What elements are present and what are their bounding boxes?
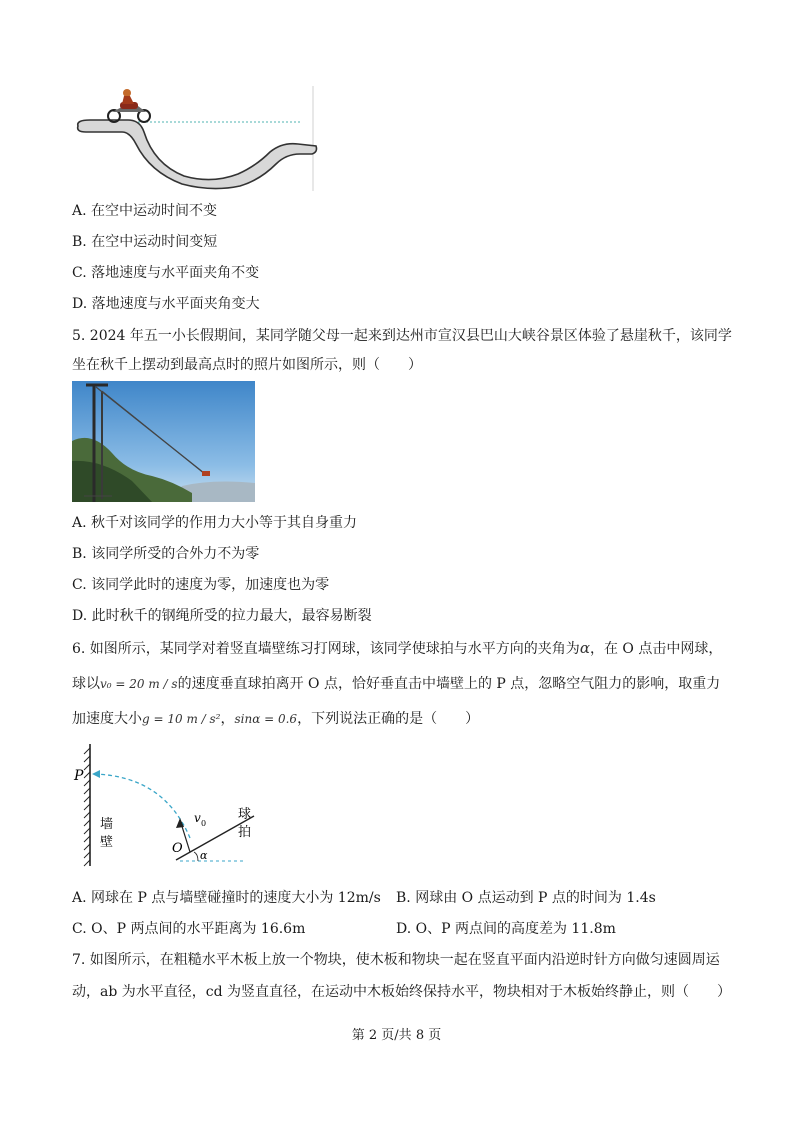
q4-option-a[interactable]: A. 在空中运动时间不变 <box>72 203 218 219</box>
motorcycle-track-figure <box>72 86 322 191</box>
label-wall-2: 壁 <box>100 835 114 850</box>
label-v: v <box>194 811 201 825</box>
q5-option-d[interactable]: D. 此时秋千的钢绳所受的拉力最大，最容易断裂 <box>72 608 372 624</box>
q5-stem-line2: 坐在秋千上摆动到最高点时的照片如图所示，则（ ） <box>72 357 422 373</box>
swing-photo <box>72 381 255 502</box>
q6-stem-line1: 6. 如图所示，某同学对着竖直墙壁练习打网球，该同学使球拍与水平方向的夹角为α，在 O 点击中网球， <box>72 639 723 657</box>
label-wall-1: 墙 <box>100 817 114 832</box>
v0-expression: v₀ = 20 m / s <box>100 677 178 691</box>
q4-option-c[interactable]: C. 落地速度与水平面夹角不变 <box>72 265 260 281</box>
page-number-footer: 第 2 页/共 8 页 <box>351 1028 442 1043</box>
q4-option-b[interactable]: B. 在空中运动时间变短 <box>72 234 218 250</box>
q6-stem-line2: 球以v₀ = 20 m / s的速度垂直球拍离开 O 点，恰好垂直击中墙壁上的 P 点，忽略空气阻力的影响，取重力 <box>72 676 721 692</box>
label-racket-1: 球 <box>238 807 252 822</box>
g-expression: g = 10 m / s² <box>142 712 221 726</box>
q5-stem-line1: 5. 2024 年五一小长假期间，某同学随父母一起来到达州市宣汉县巴山大峡谷景区体验了悬崖秋千，该同学 <box>72 328 732 344</box>
tennis-wall-diagram <box>72 740 272 870</box>
label-o: O <box>172 841 183 856</box>
q5-option-b[interactable]: B. 该同学所受的合外力不为零 <box>72 546 260 562</box>
motorcycle-icon <box>108 89 150 122</box>
q6-option-a[interactable]: A. 网球在 P 点与墙壁碰撞时的速度大小为 12m/s <box>72 890 381 906</box>
alpha-symbol: α <box>579 639 590 657</box>
sin-expression: sinα = 0.6 <box>234 712 298 726</box>
q7-stem-line2: 动，ab 为水平直径，cd 为竖直直径，在运动中木板始终保持水平，物块相对于木板始终静止，则（ ） <box>72 984 732 1000</box>
label-v-sub: 0 <box>201 819 207 828</box>
label-racket-2: 拍 <box>238 825 252 840</box>
label-p: P <box>74 768 84 784</box>
q4-option-d[interactable]: D. 落地速度与水平面夹角变大 <box>72 296 260 312</box>
q6-option-d[interactable]: D. O、P 两点间的高度差为 11.8m <box>396 921 616 937</box>
q7-stem-line1: 7. 如图所示，在粗糙水平木板上放一个物块，使木板和物块一起在竖直平面内沿逆时针方向做匀速圆周运 <box>72 952 720 968</box>
q5-option-c[interactable]: C. 该同学此时的速度为零，加速度也为零 <box>72 577 330 593</box>
q6-stem-line3: 加速度大小g = 10 m / s²，sinα = 0.6，下列说法正确的是（ ） <box>72 711 480 727</box>
q6-option-c[interactable]: C. O、P 两点间的水平距离为 16.6m <box>72 921 306 937</box>
q6-option-b[interactable]: B. 网球由 O 点运动到 P 点的时间为 1.4s <box>396 890 656 906</box>
q5-option-a[interactable]: A. 秋千对该同学的作用力大小等于其自身重力 <box>72 515 358 531</box>
label-alpha: α <box>200 849 208 862</box>
